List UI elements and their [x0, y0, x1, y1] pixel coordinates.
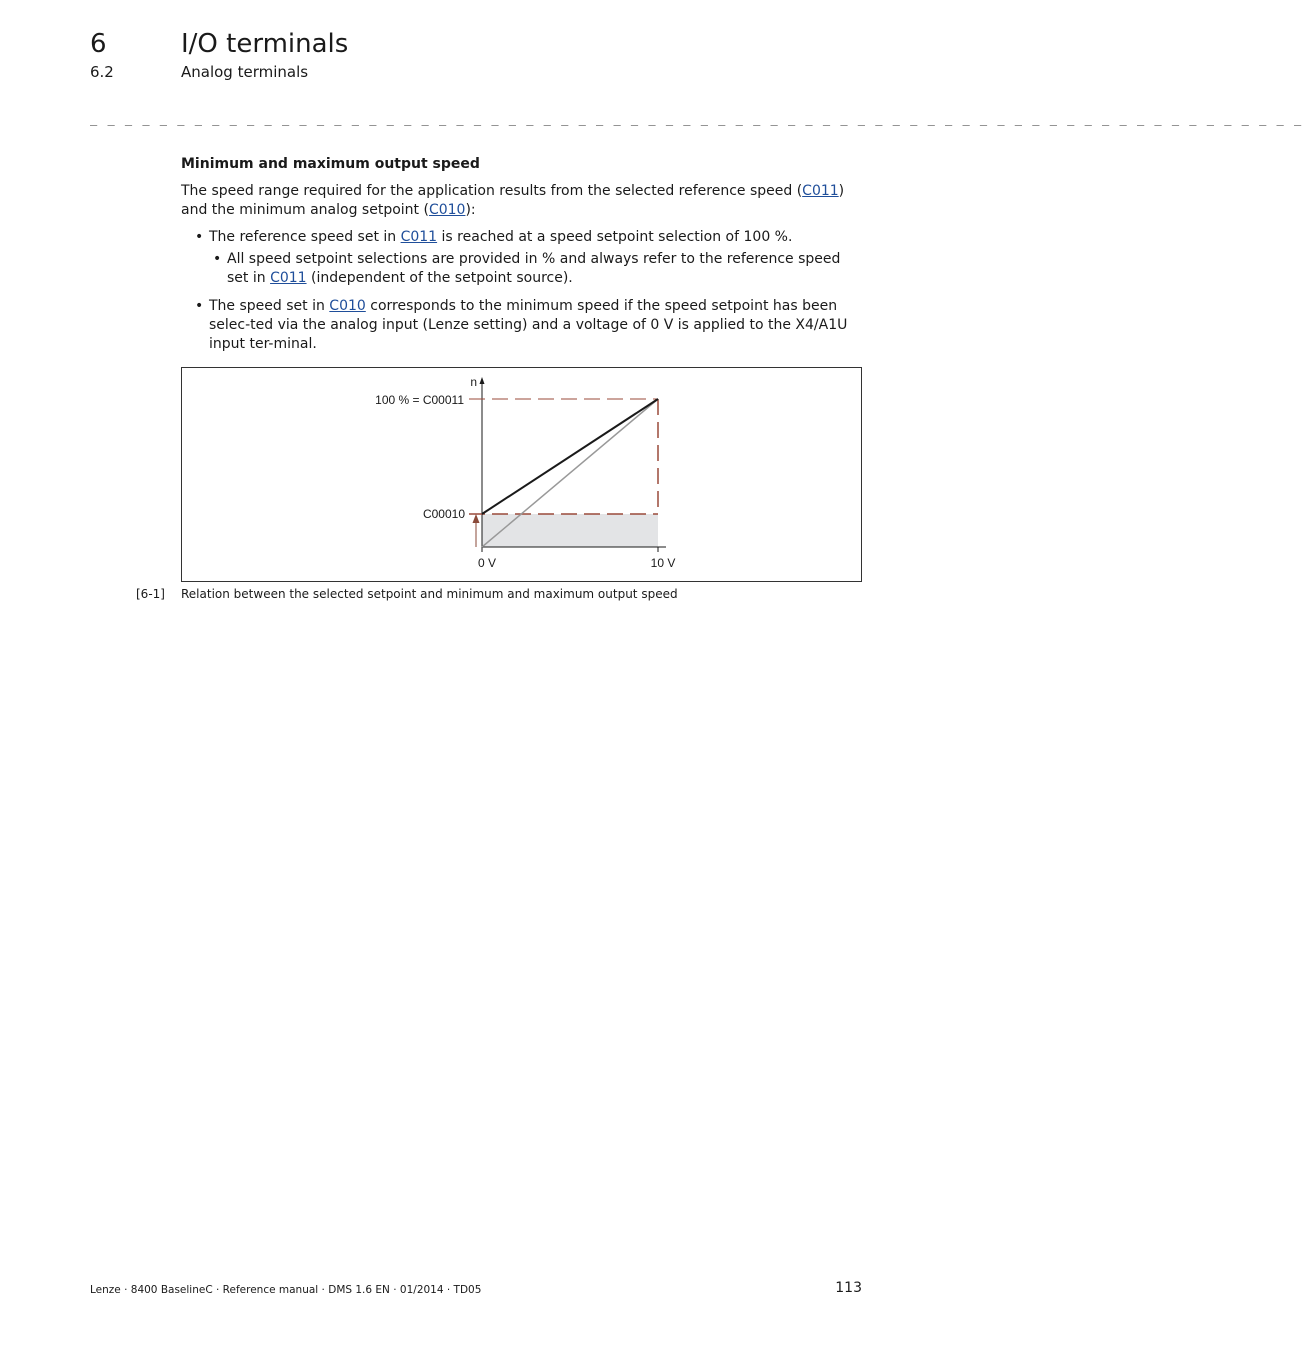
y-axis-arrow-icon: [480, 377, 485, 384]
page-number: 113: [835, 1280, 862, 1296]
min-speed-label: C00010: [422, 507, 465, 521]
bullet-symbol: •: [195, 298, 204, 314]
figure-caption: Relation between the selected setpoint and minimum and maximum output speed: [181, 587, 678, 601]
x-end-label: 10 V: [650, 556, 676, 570]
bullet-text: is reached at a speed setpoint selection of 100 %.: [437, 229, 793, 245]
chapter-title: I/O terminals: [181, 29, 349, 59]
bullet-symbol: •: [195, 229, 204, 245]
y-axis-label: n: [470, 375, 477, 389]
link-c011[interactable]: C011: [400, 229, 438, 245]
bullet-symbol: •: [213, 251, 222, 267]
x-start-label: 0 V: [477, 556, 497, 570]
bullet-text: The speed set in: [209, 298, 330, 314]
intro-paragraph: [181, 182, 863, 220]
header-divider: _ _ _ _ _ _ _ _ _ _ _ _ _ _ _ _ _ _ _ _ _ _ _ _ _ _ _ _ _ _ _ _ _ _ _ _ _ _ _ _ _ _ _ _ _ _ _ _ _ _ _ _ _ _ _ _ _ _ _ _ _ _ _ _ _ _ _ _ _ _: [90, 112, 1303, 126]
link-c010[interactable]: C010: [428, 202, 466, 218]
setpoint-diagram: [182, 368, 863, 583]
subheading: Minimum and maximum output speed: [181, 156, 480, 172]
bullet-text: The reference speed set in: [209, 229, 401, 245]
minimum-speed-area: [482, 514, 658, 547]
bullet-text: corresponds to the minimum speed if the speed setpoint has been selec-ted via the analog input (Lenze setting) and a voltage of 0 V is applied to the X4/A1U input ter-minal.: [209, 298, 848, 352]
max-speed-label: 100 % = C00011: [375, 393, 464, 407]
output-speed-curve: [482, 399, 658, 514]
intro-text-3: ):: [465, 202, 476, 218]
figure-frame: [181, 367, 862, 582]
section-title: Analog terminals: [181, 63, 309, 81]
footer-document-info: Lenze · 8400 BaselineC · Reference manual · DMS 1.6 EN · 01/2014 · TD05: [90, 1284, 482, 1296]
section-number: 6.2: [90, 63, 114, 81]
intro-text-1: The speed range required for the application results from the selected reference speed (: [181, 183, 803, 199]
bullet-text: (independent of the setpoint source).: [306, 270, 573, 286]
chapter-number: 6: [90, 29, 107, 59]
offset-arrow-icon: [473, 514, 480, 523]
figure-number: [6-1]: [136, 587, 165, 601]
bullet-text: All speed setpoint selections are provided in % and always refer to the reference speed set in: [227, 251, 841, 286]
link-c011[interactable]: C011: [802, 183, 839, 199]
intro-text-2: ) and the minimum analog setpoint (: [181, 183, 845, 218]
link-c010[interactable]: C010: [329, 298, 366, 314]
link-c011[interactable]: C011: [270, 270, 307, 286]
